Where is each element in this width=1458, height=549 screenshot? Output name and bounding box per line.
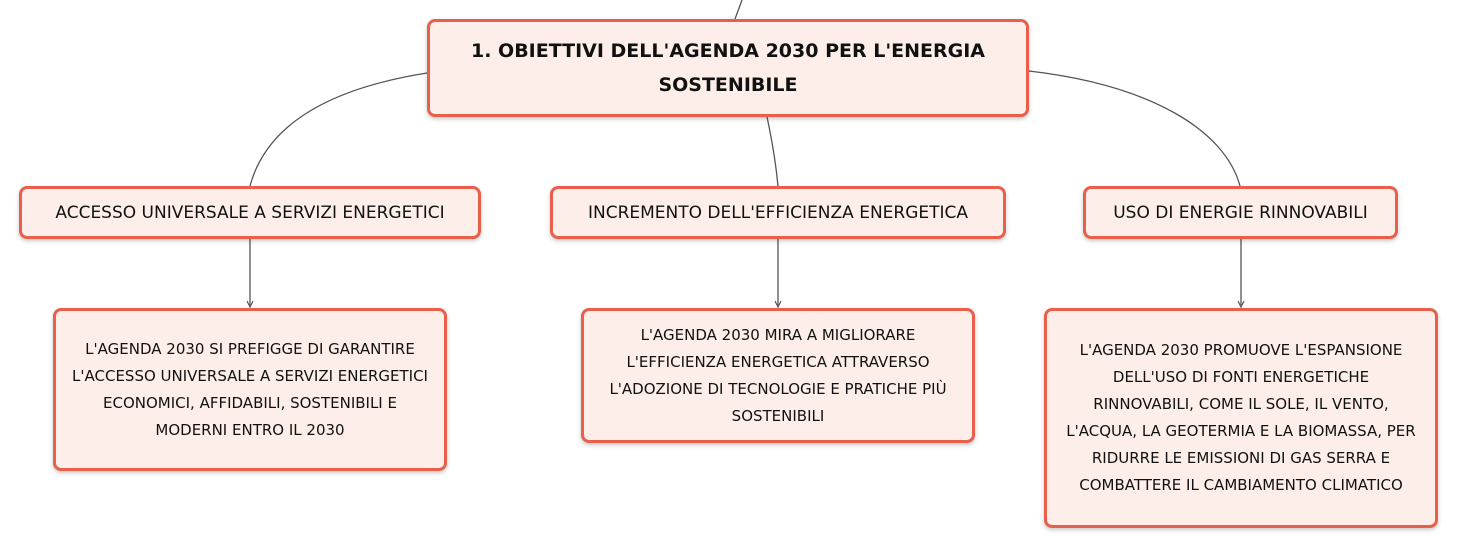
branch-node-efficienza-energetica[interactable] xyxy=(550,186,1006,239)
branch-node-accesso-universale[interactable] xyxy=(19,186,481,239)
connector-root-to-branch-1 xyxy=(250,73,427,186)
connector-parent-to-root xyxy=(735,0,742,19)
leaf-node-accesso-universale[interactable] xyxy=(53,308,447,471)
connector-root-to-branch-2 xyxy=(767,117,778,186)
leaf-text: L'AGENDA 2030 PROMUOVE L'ESPANSIONE DELL'USO DI FONTI ENERGETICHE RINNOVABILI, COME IL SOLE, IL VENTO, L'ACQUA, LA GEOTERMIA E LA BIOMASSA, PER RIDURRE LE EMISSIONI DI GAS SERRA E COMBATTERE IL CAMBIAMENTO CLIMATICO xyxy=(1066,341,1416,494)
root-title: 1. OBIETTIVI DELL'AGENDA 2030 PER L'ENERGIA SOSTENIBILE xyxy=(470,40,986,96)
branch-node-energie-rinnovabili[interactable] xyxy=(1083,186,1398,239)
branch-label: ACCESSO UNIVERSALE A SERVIZI ENERGETICI xyxy=(55,202,445,223)
branch-label: USO DI ENERGIE RINNOVABILI xyxy=(1113,202,1368,223)
root-node[interactable] xyxy=(427,19,1029,117)
leaf-node-efficienza-energetica[interactable] xyxy=(581,308,975,443)
leaf-node-energie-rinnovabili[interactable] xyxy=(1044,308,1438,528)
leaf-text: L'AGENDA 2030 SI PREFIGGE DI GARANTIRE L'ACCESSO UNIVERSALE A SERVIZI ENERGETICI ECONOMICI, AFFIDABILI, SOSTENIBILI E MODERNI ENTRO IL 2030 xyxy=(72,339,428,439)
leaf-text: L'AGENDA 2030 MIRA A MIGLIORARE L'EFFICIENZA ENERGETICA ATTRAVERSO L'ADOZIONE DI TECNOLOGIE E PRATICHE PIÙ SOSTENIBILI xyxy=(609,325,947,425)
connector-root-to-branch-3 xyxy=(1029,71,1240,186)
branch-label: INCREMENTO DELL'EFFICIENZA ENERGETICA xyxy=(587,202,969,223)
